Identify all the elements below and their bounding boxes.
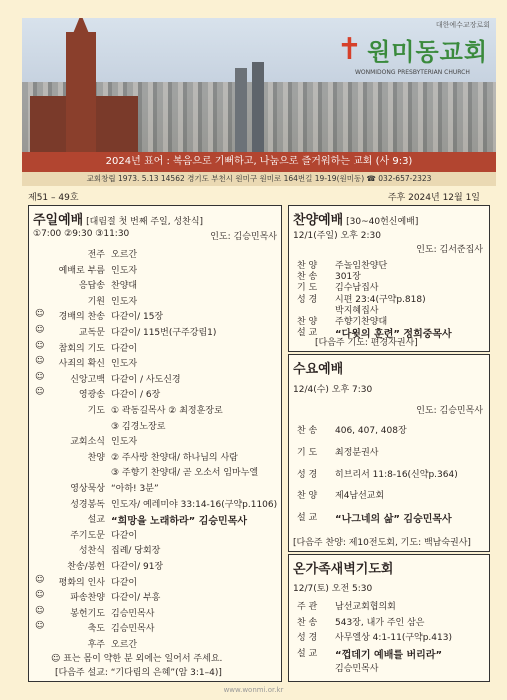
order-value: 다같이/ 15장	[111, 312, 164, 323]
order-label: 축도	[87, 624, 105, 635]
order-label: 찬 송	[297, 617, 318, 628]
order-label: 주 관	[297, 602, 318, 612]
sunday-worship-box	[28, 205, 282, 682]
order-value: 김승민목사	[111, 624, 155, 635]
order-label: 평화의 인사	[58, 577, 105, 588]
church-logo	[337, 32, 488, 76]
order-label: 찬양	[87, 452, 105, 463]
order-value: 다같이/ 부흥	[111, 593, 161, 604]
order-label: 전주	[87, 250, 105, 260]
order-label: 성 경	[297, 469, 318, 480]
standing-mark-icon: ☺	[35, 605, 45, 616]
order-label: 주기도문	[70, 530, 105, 541]
order-label: 설교	[87, 515, 105, 526]
order-label: 신앙고백	[70, 374, 105, 385]
wednesday-time: 12/4(수) 오후 7:30	[293, 385, 373, 395]
order-label: 응답송	[78, 281, 105, 292]
order-value: 인도자	[111, 437, 138, 448]
order-value: “다윗의 훈련” 정희중목사	[335, 329, 452, 341]
praise-subtitle: [30~40헌신예배]	[346, 217, 419, 227]
praise-worship-box	[288, 205, 490, 352]
order-label: 교회소식	[70, 437, 105, 448]
order-value: ① 곽동길목사 ② 최정훈장로	[111, 406, 223, 416]
order-value: 301장	[335, 272, 361, 283]
order-value: 오르간	[111, 640, 138, 650]
praise-next: [다음주 기도: 편경자권사]	[315, 338, 418, 348]
order-value: ③ 주향기 찬양대/ 곧 오소서 임마누엘	[111, 468, 259, 479]
footer-url: www.wonmi.or.kr	[223, 686, 284, 694]
issue-number: 제51 – 49호	[28, 193, 79, 203]
sunday-times: ①7:00 ②9:30 ③11:30	[33, 229, 130, 239]
apartment-tower-image	[252, 62, 264, 152]
standing-mark-icon: ☺	[35, 387, 45, 398]
motto-banner: 2024년 표어 : 복음으로 기뻐하고, 나눔으로 즐거워하는 교회 (사 9:3)	[22, 152, 496, 172]
logo-tagline: 대한예수교장로회	[435, 21, 490, 29]
order-label: 찬 양	[297, 317, 318, 327]
order-value: 집례/ 당회장	[111, 546, 161, 557]
order-label: 영상묵상	[70, 484, 105, 494]
standing-mark-icon: ☺	[35, 590, 45, 601]
church-info-line: 교회창립 1973. 5.13 14562 경기도 부천시 원미구 원미로 164번길 19-19(원미동) ☎ 032-657-2323	[22, 172, 496, 186]
sunday-next-sermon: [다음주 설교: “기다림의 은혜”(암 3:1–4)]	[55, 668, 222, 678]
order-value: 시편 23:4(구약p.818)	[335, 294, 426, 305]
order-label: 참회의 기도	[58, 343, 105, 354]
order-value: 다같이	[111, 530, 138, 541]
order-value: “껍데기 예배를 버리라”	[335, 649, 443, 661]
standing-mark-icon: ☺	[35, 574, 45, 585]
order-label: 후주	[87, 640, 105, 650]
order-label: 설 교	[297, 513, 318, 524]
order-value: 인도자	[111, 296, 138, 307]
standing-mark-icon: ☺	[35, 340, 45, 351]
wednesday-leader: 인도: 김승민목사	[416, 406, 483, 416]
order-label: 찬 송	[297, 272, 318, 283]
order-label: 사죄의 확신	[58, 359, 105, 370]
wednesday-next: [다음주 찬양: 제10전도회, 기도: 백남숙권사]	[293, 538, 471, 548]
order-value: 박지혜집사	[335, 305, 379, 316]
standing-mark-icon: ☺	[35, 325, 45, 335]
church-tower-image	[66, 32, 96, 152]
order-label: 성 경	[297, 294, 318, 305]
order-value: “희망을 노래하라” 김승민목사	[111, 516, 248, 528]
dawn-title: 온가족새벽기도회	[293, 562, 394, 577]
order-label: 찬송/봉헌	[67, 562, 105, 572]
order-label: 파송찬양	[70, 593, 105, 604]
issue-row	[28, 190, 490, 204]
order-value: 최정분권사	[335, 447, 379, 458]
order-label: 성경봉독	[70, 499, 105, 510]
order-value: 김수남집사	[335, 283, 379, 294]
dawn-prayer-box	[288, 554, 490, 682]
order-label: 영광송	[78, 390, 105, 401]
order-label: 성찬식	[78, 546, 105, 557]
order-value: 다같이	[111, 577, 138, 588]
order-value: 제4남선교회	[335, 491, 385, 502]
praise-time: 12/1(주일) 오후 2:30	[293, 231, 381, 241]
standing-mark-icon: ☺	[35, 309, 45, 320]
order-value: 오르간	[111, 250, 138, 260]
order-label: 기 도	[297, 283, 318, 294]
order-value: 인도자	[111, 359, 138, 370]
order-value: ② 주사랑 찬양대/ 하나님의 사람	[111, 452, 238, 463]
cross-icon: ✝	[336, 31, 362, 67]
sunday-leader: 인도: 김승민목사	[210, 232, 277, 242]
sunday-title: 주일예배	[33, 213, 84, 228]
order-value: 다같이 / 사도신경	[111, 374, 181, 385]
order-label: 설 교	[297, 328, 318, 339]
order-label: 찬 양	[297, 261, 318, 271]
order-label: 찬 송	[297, 426, 318, 436]
order-value: 김승민목사	[335, 664, 379, 675]
wednesday-title: 수요예배	[293, 362, 344, 377]
order-label: 설 교	[297, 648, 318, 659]
order-label: 경배의 찬송	[58, 312, 105, 323]
issue-date: 주후 2024년 12월 1일	[387, 193, 480, 203]
order-value: 김승민목사	[111, 608, 155, 619]
apartment-tower-image	[235, 68, 247, 152]
logo-name: 원미동교회	[367, 38, 488, 66]
order-label: 기 도	[297, 447, 318, 458]
order-value: 주놀임찬양단	[335, 261, 388, 271]
order-value: “아하! 3분”	[111, 484, 159, 494]
order-value: 543장, 내가 주인 삼은	[335, 617, 425, 628]
standing-mark-icon: ☺	[35, 356, 45, 367]
order-value: 다같이/ 91장	[111, 562, 164, 572]
order-label: 교독문	[78, 328, 105, 338]
praise-title: 찬양예배	[293, 213, 344, 228]
order-value: 찬양대	[111, 281, 138, 292]
order-label: 찬 양	[297, 491, 318, 502]
order-value: 남선교회협의회	[335, 602, 396, 612]
order-value: ③ 김경노장로	[111, 421, 166, 432]
order-label: 예배로 부름	[58, 265, 105, 276]
standing-mark-icon: ☺	[35, 621, 45, 632]
sunday-standing-note: ☺ 표는 몸이 약한 분 외에는 일어서 주세요.	[51, 654, 223, 664]
order-value: 인도자/ 예레미야 33:14-16(구약p.1106)	[111, 499, 278, 510]
order-label: 봉헌기도	[70, 608, 105, 619]
order-value: 주향기찬양대	[335, 317, 388, 327]
praise-leader: 인도: 김서준집사	[416, 245, 483, 255]
order-label: 기원	[87, 296, 105, 307]
order-label: 기도	[87, 406, 105, 416]
order-value: “나그네의 삶” 김승민목사	[335, 514, 452, 526]
standing-mark-icon: ☺	[35, 371, 45, 382]
order-value: 다같이 / 6장	[111, 390, 161, 401]
dawn-time: 12/7(토) 오전 5:30	[293, 584, 373, 594]
order-value: 인도자	[111, 265, 138, 276]
logo-english: WONMIDONG PRESBYTERIAN CHURCH	[354, 69, 470, 76]
order-value: 다같이	[111, 343, 138, 354]
order-value: 406, 407, 408장	[335, 426, 407, 436]
header-banner	[22, 18, 496, 152]
wednesday-worship-box	[288, 354, 490, 552]
order-value: 다같이/ 115번(구주강림1)	[111, 328, 217, 338]
sunday-subtitle: [대림절 첫 번째 주일, 성찬식]	[86, 217, 204, 227]
order-value: 사무엘상 4:1-11(구약p.413)	[335, 633, 452, 644]
order-value: 히브리서 11:8-16(신약p.364)	[335, 469, 458, 480]
order-label: 성 경	[297, 633, 318, 644]
